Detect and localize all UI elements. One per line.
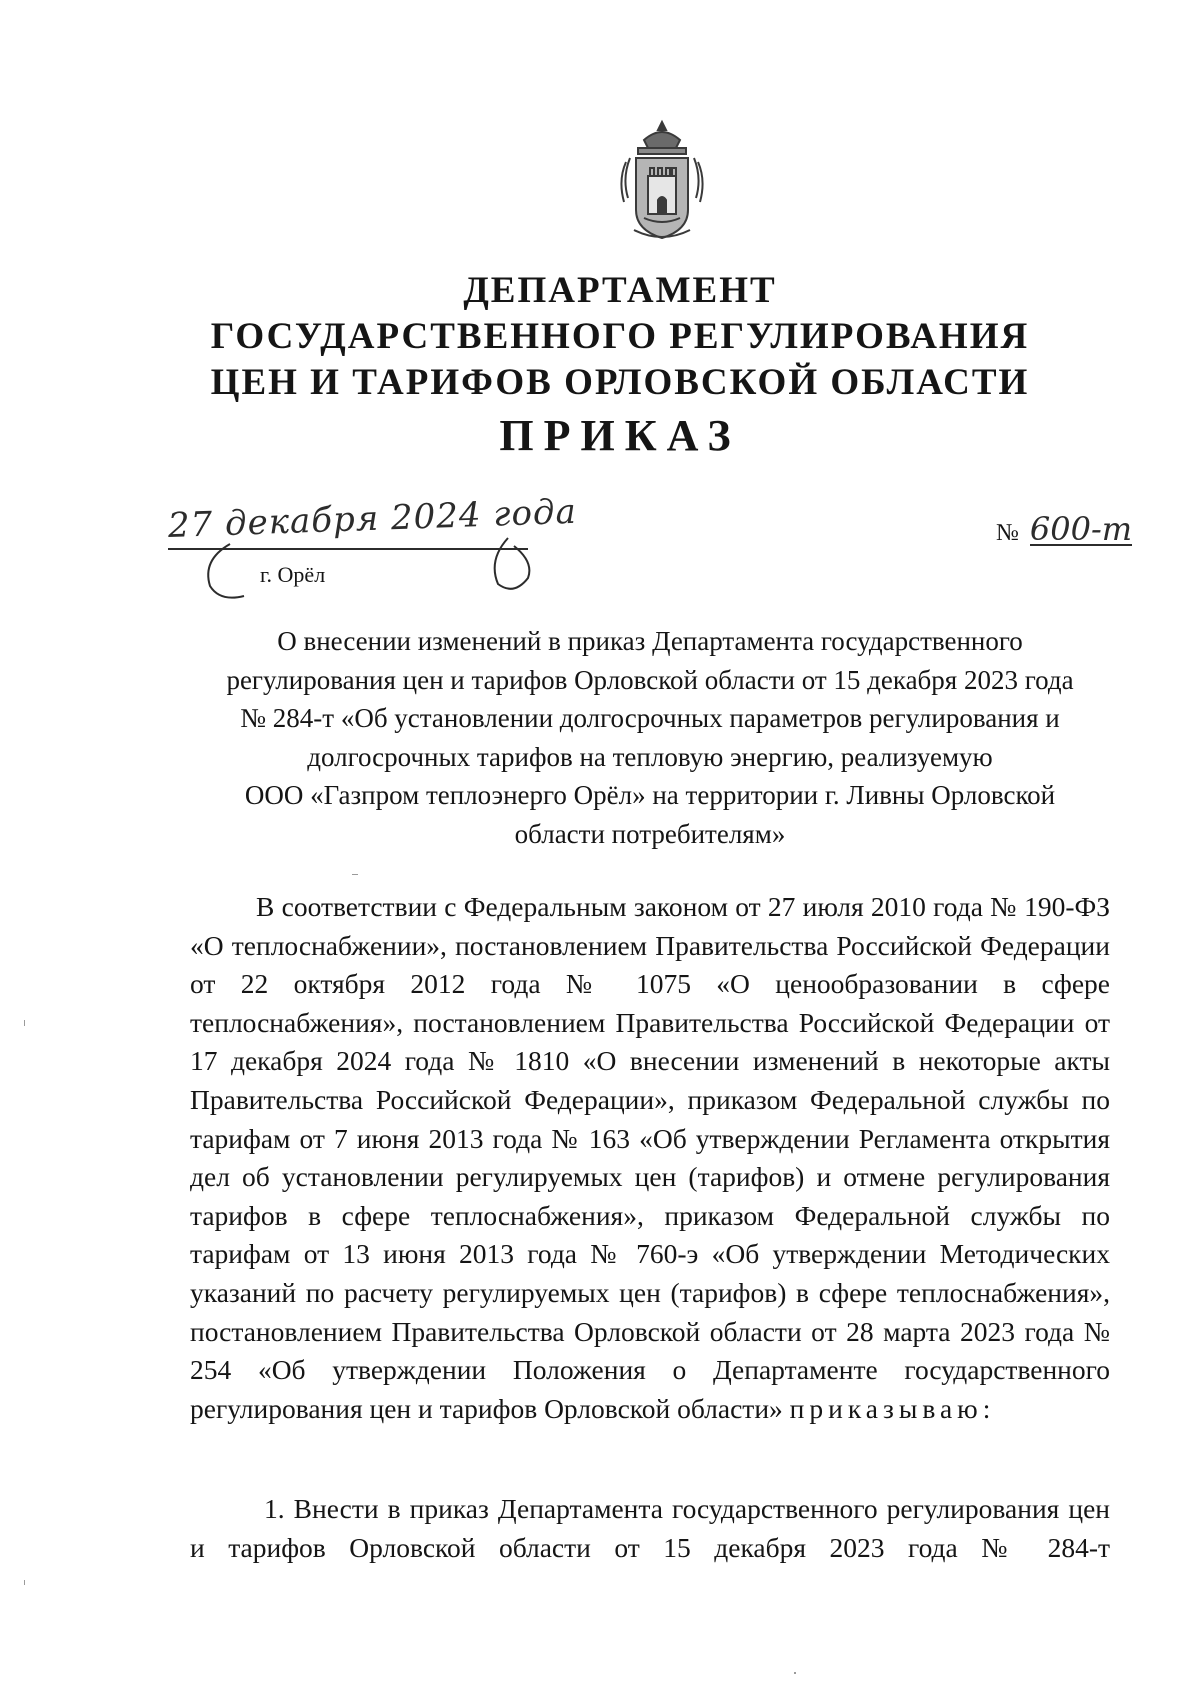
handwritten-date: 27 декабря 2024 года [167,491,578,546]
handwriting-stroke-icon [200,540,260,604]
scan-speck [24,1020,25,1026]
clause-1: 1. Внести в приказ Департамента государственного регулирования цен и тарифов Орловской области от 15 декабря 2023 года № 284-т [190,1493,1110,1563]
subject-line-5: ООО «Газпром теплоэнерго Орёл» на территории г. Ливны Орловской [244,780,1056,810]
subject-line-6: области потребителям» [514,818,786,849]
department-line-3: ЦЕН И ТАРИФОВ ОРЛОВСКОЙ ОБЛАСТИ [210,362,1030,403]
subject-line-3: № 284-т «Об установлении долгосрочных параметров регулирования и [240,703,1060,733]
coat-of-arms-icon [614,118,710,246]
scan-speck [24,1580,25,1585]
order-word: приказываю: [789,1392,996,1424]
city-label: г. Орёл [260,562,326,587]
document-type: ПРИКАЗ [499,411,741,460]
number-sign: № [996,520,1019,546]
handwritten-number: 600-т [1029,510,1133,548]
scan-speck [794,1672,796,1674]
order-number [996,510,1133,548]
subject-line-2: регулирования цен и тарифов Орловской области от 15 декабря 2023 года [226,664,1074,695]
preamble-paragraph [190,888,1110,1428]
scan-speck [352,874,358,875]
preamble-text: В соответствии с Федеральным законом от 27 июля 2010 года № 190-ФЗ «О теплоснабжении», постановлением Правительства Российской Федерации от 22 октября 2012 года № 1075 «О ценообразовании в сфере теплоснабжения», постановлением Правительства Российской Федерации от 17 декабря 2024 года № 1810 «О внесении изменений в некоторые акты Правительства Российской Федерации», приказом Федеральной службы по тарифам от 7 июня 2013 года № 163 «Об утверждении Регламента открытия дел об установлении регулируемых цен (тарифов) и отмене регулирования тарифов в сфере теплоснабжения», приказом Федеральной службы по тарифам от 13 июня 2013 года № 760-э «Об утверждении Методических указаний по расчету регулируемых цен (тарифов) в сфере теплоснабжения», постановлением Правительства Орловской области от 28 марта 2023 года № 254 «Об утверждении Положения о Департаменте государственного регулирования цен и тарифов Орловской области» [190,891,1110,1424]
handwriting-stroke-icon [484,536,536,596]
department-line-2: ГОСУДАРСТВЕННОГО РЕГУЛИРОВАНИЯ [210,316,1030,357]
department-line-1: ДЕПАРТАМЕНТ [463,270,777,311]
subject-line-1: О внесении изменений в приказ Департамента государственного [277,626,1023,656]
subject-line-4: долгосрочных тарифов на тепловую энергию, реализуемую [307,741,993,772]
department-name [200,268,1040,406]
order-subject [190,622,1110,853]
